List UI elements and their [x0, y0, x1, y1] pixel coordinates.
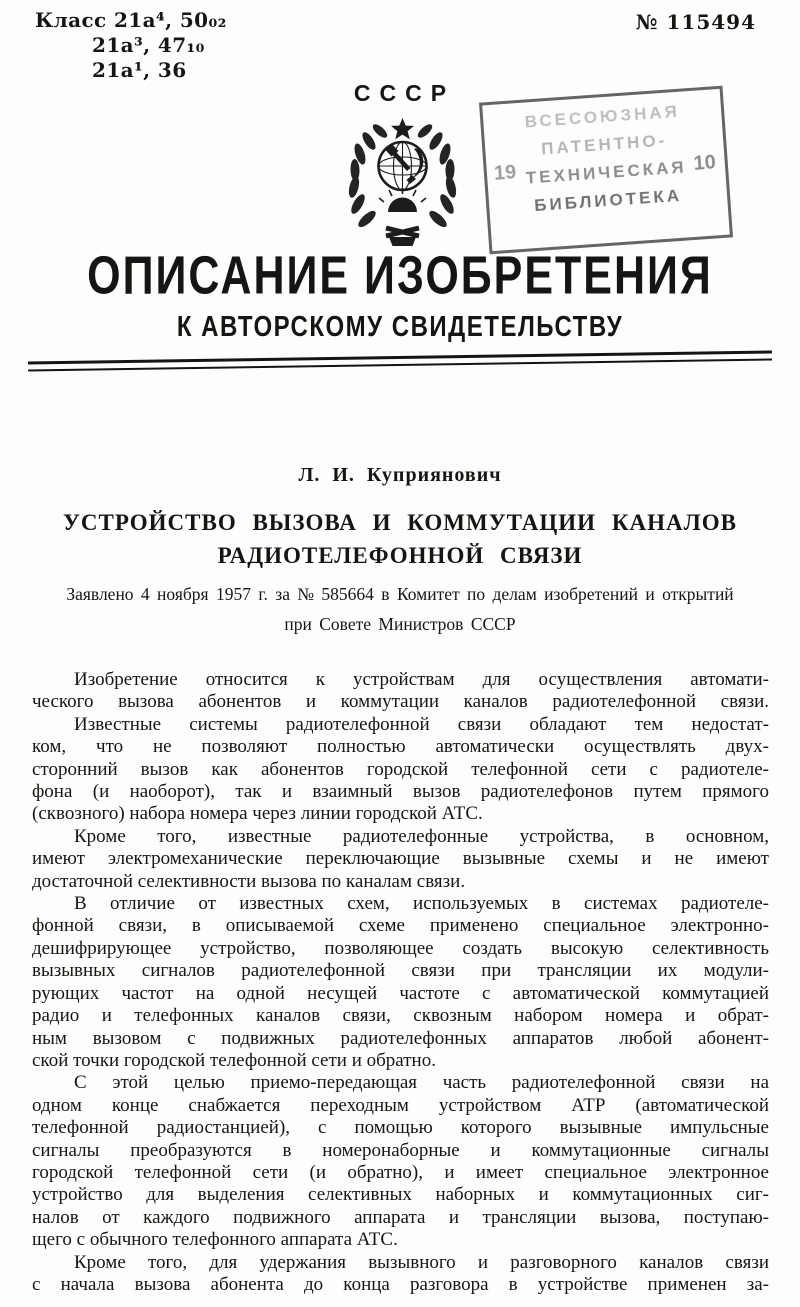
classification-line: 21a³, 47₁₀	[92, 33, 205, 57]
body-text	[32, 669, 769, 1296]
text-line: достаточной селективности вызова по каналам связи.	[32, 870, 466, 892]
text-line: фона (и наоборот), так и взаимный вызов радиотелефонов путем прямого	[32, 781, 769, 803]
text-line: ской точки городской телефонной сети и обратно.	[32, 1049, 436, 1071]
author-name: Л. И. Куприянович	[298, 464, 502, 486]
text-line: налов от каждого подвижного аппарата и трансляции вызова, поступаю-	[32, 1206, 769, 1228]
rule-line	[28, 350, 772, 364]
text-line: рующих частот на одной несущей частоте с автоматической коммутацией	[32, 982, 769, 1004]
stamp-text-line: ПАТЕНТНО-	[540, 130, 668, 159]
document-subtitle-text: К АВТОРСКОМУ СВИДЕТЕЛЬСТВУ	[176, 311, 624, 343]
text-line: ным вызовом с подвижных радиотелефонных аппаратов любой абонент-	[32, 1027, 769, 1049]
classification-line: Класс 21a⁴, 50₀₂	[35, 8, 227, 32]
document-subtitle	[0, 311, 800, 343]
text-line: ческого вызова абонентов и коммутации каналов радиотелефонной связи.	[32, 691, 769, 713]
text-line: вызывных сигналов радиотелефонной связи при трансляции их модули-	[32, 960, 769, 982]
text-line: городской телефонной сети (и обратно), и имеет специальное электронное	[32, 1161, 769, 1183]
paragraph	[32, 1252, 769, 1297]
stamp-mark: 19	[493, 161, 517, 185]
text-line: радио и телефонных каналов связи, сквозным набором номера и обрат-	[32, 1005, 769, 1027]
text-line: сигналы преобразуются в номеронаборные и коммутационные сигналы	[32, 1139, 769, 1161]
text-line: одном конце снабжается переходным устройством АТР (автоматической	[32, 1094, 769, 1116]
paragraph	[32, 1072, 769, 1251]
paragraph	[32, 714, 769, 826]
text-line: В отличие от известных схем, используемых в системах радиотеле-	[74, 893, 769, 915]
text-line: имеют электромеханические переключающие вызывные схемы и не имеют	[32, 848, 769, 870]
document-title	[0, 246, 800, 306]
invention-title-line: РАДИОТЕЛЕФОННОЙ СВЯЗИ	[217, 543, 583, 568]
invention-title	[0, 506, 800, 572]
stamp-mark: 10	[692, 151, 717, 175]
document-title-text: ОПИСАНИЕ ИЗОБРЕТЕНИЯ	[87, 246, 713, 306]
text-line: фонной связи, в описываемой схеме применено специальное электронно-	[32, 915, 769, 937]
text-line: щего с обычного телефонного аппарата АТС.	[32, 1229, 398, 1251]
text-line: (сквозного) набора номера через линии городской АТС.	[32, 803, 483, 825]
stamp-text-line: ВСЕСОЮЗНАЯ	[524, 101, 681, 132]
stamp-text-line: ТЕХНИЧЕСКАЯ	[525, 157, 688, 188]
text-line: Кроме того, для удержания вызывного и разговорного каналов связи	[74, 1251, 769, 1273]
ussr-coat-of-arms-icon	[330, 116, 475, 248]
document-number: № 115494	[635, 10, 756, 34]
country-label: СССР	[353, 80, 456, 106]
stamp-text-line: БИБЛИОТЕКА	[533, 185, 683, 216]
text-line: дешифрирующее устройство, позволяющее создать высокую селективность	[32, 937, 769, 959]
invention-title-line: УСТРОЙСТВО ВЫЗОВА И КОММУТАЦИИ КАНАЛОВ	[63, 510, 737, 535]
application-info-line: Заявлено 4 ноября 1957 г. за № 585664 в Комитет по делам изобретений и открытий	[66, 584, 734, 604]
text-line: С этой целью приемо-передающая часть радиотелефонной связи на	[74, 1072, 769, 1094]
text-line: Известные системы радиотелефонной связи обладают тем недостат-	[74, 713, 769, 735]
classification-line: 21a¹, 36	[92, 58, 187, 82]
text-line: с начала вызова абонента до конца разговора в устройстве применен за-	[32, 1273, 769, 1295]
paragraph	[32, 669, 769, 714]
text-line: сторонний вызов как абонентов городской телефонной сети с радиотеле-	[32, 758, 769, 780]
text-line: телефонной радиостанцией), с помощью которого вызывные импульсные	[32, 1117, 769, 1139]
library-stamp	[479, 86, 733, 255]
paragraph	[32, 893, 769, 1072]
application-info-line: при Совете Министров СССР	[284, 614, 516, 634]
classification-block	[35, 8, 227, 83]
text-line: Кроме того, известные радиотелефонные устройства, в основном,	[74, 825, 769, 847]
application-info	[0, 579, 800, 639]
text-line: ком, что не позволяют полностью автоматически осуществлять двух-	[32, 736, 769, 758]
paragraph	[32, 826, 769, 893]
text-line: устройство для выделения селективных наборных и коммутационных сиг-	[32, 1184, 769, 1206]
text-line: Изобретение относится к устройствам для осуществления автомати-	[74, 669, 769, 690]
double-rule	[28, 350, 772, 371]
